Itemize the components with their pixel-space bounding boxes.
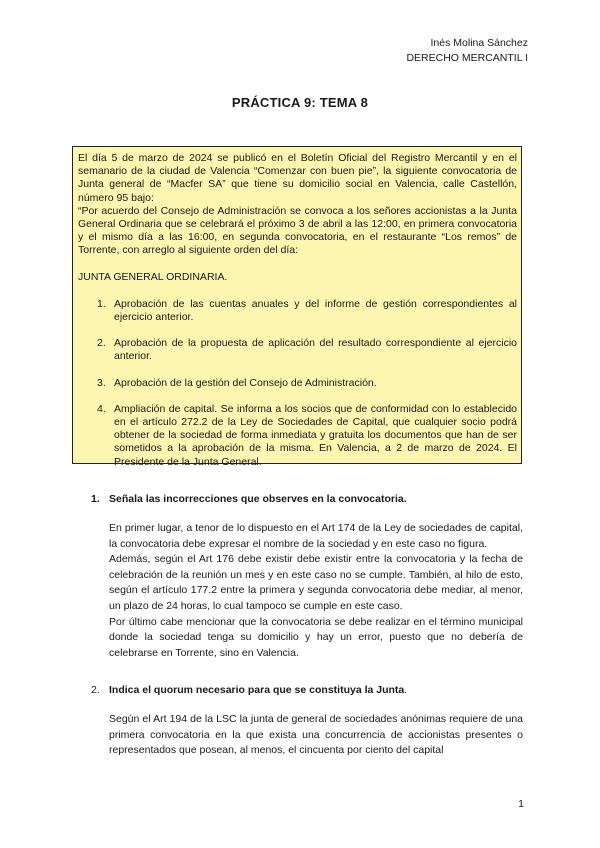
agenda-item	[78, 298, 517, 324]
agenda-item-number: 4.	[97, 402, 106, 415]
agenda-item	[78, 403, 517, 469]
answer-paragraph: Según el Art 194 de la LSC la junta de general de sociedades anónimas requiere de una primera convocatoria en la que exista una concurrencia de accionistas presentes o representados que posean, al menos, el cincuenta por ciento del capital	[109, 713, 523, 757]
agenda-item-number: 2.	[97, 337, 106, 350]
answer-paragraph: Por último cabe mencionar que la convocatoria se debe realizar en el término municipal donde la sociedad tenga su domicilio y hay un error, puesto que no debería de celebrarse en Torrente, sino en Valencia.	[109, 615, 523, 659]
question-end-dot: .	[404, 684, 408, 696]
case-quote: “Por acuerdo del Consejo de Administración se convoca a los señores accionistas a la Junta General Ordinaria que se celebrará el próximo 3 de abril a las 12:00, en primera convocatoria y el mismo día a las 16:00, en segunda convocatoria, en el restaurante “Los remos” de Torrente, con arreglo al siguiente orden del día:	[78, 204, 517, 257]
question-number: 1.	[91, 493, 100, 505]
header-subject: DERECHO MERCANTIL I	[406, 52, 528, 64]
agenda-item-text: Aprobación de las cuentas anuales y del informe de gestión correspondientes al ejercicio anterior.	[114, 297, 517, 324]
agenda-item-text: Aprobación de la gestión del Consejo de Administración.	[114, 376, 377, 389]
agenda-item-number: 1.	[97, 297, 106, 310]
answer-paragraph: En primer lugar, a tenor de lo dispuesto en el Art 174 de la Ley de sociedades de capital, la convocatoria debe expresar el nombre de la sociedad y en este caso no figura.	[109, 522, 523, 550]
agenda-item	[78, 377, 517, 390]
page-number: 1	[518, 798, 524, 810]
question-number: 2.	[91, 684, 100, 696]
question-text: Señala las incorrecciones que observes en la convocatoria.	[109, 493, 407, 505]
agenda-item	[78, 337, 517, 363]
agenda-list	[78, 298, 517, 469]
agenda-item-text: Aprobación de la propuesta de aplicación del resultado correspondiente al ejercicio anterior.	[114, 337, 517, 363]
page-title: PRÁCTICA 9: TEMA 8	[231, 95, 369, 110]
agenda-heading: JUNTA GENERAL ORDINARIA.	[78, 270, 228, 283]
answer-paragraph: Además, según el Art 176 debe existir debe existir entre la convocatoria y la fecha de celebración de la reunión un mes y en este caso no se cumple. También, al hilo de esto, según el artículo 177.2 entre la primera y segunda convocatoria debe mediar, al menor, un plazo de 24 horas, lo cual tampoco se cumple en este caso.	[109, 553, 523, 612]
case-statement-box	[72, 146, 522, 468]
header-author: Inés Molina Sánchez	[430, 37, 528, 49]
question-text-wrap	[109, 684, 407, 696]
agenda-item-number: 3.	[97, 376, 106, 389]
answer-block	[109, 521, 523, 661]
page-header	[406, 36, 528, 66]
answer-block	[109, 712, 523, 759]
question-text: Indica el quorum necesario para que se constituya la Junta	[109, 684, 405, 696]
case-intro: El día 5 de marzo de 2024 se publicó en el Boletín Oficial del Registro Mercantil y en el semanario de la ciudad de Valencia “Comenzar con buen pie”, la siguiente convocatoria de Junta general de “Macfer SA” que tiene su domicilio social en Valencia, calle Castellón, número 95 bajo:	[78, 152, 517, 204]
agenda-item-text: Ampliación de capital. Se informa a los socios que de conformidad con lo establecido en el artículo 272.2 de la Ley de Sociedades de Capital, que cualquier socio podrá obtener de la sociedad de forma inmediata y gratuita los documentos que han de ser sometidos a la aprobación de la misma. En Valencia, a 2 de marzo de 2024. El Presidente de la Junta General.	[114, 402, 517, 468]
